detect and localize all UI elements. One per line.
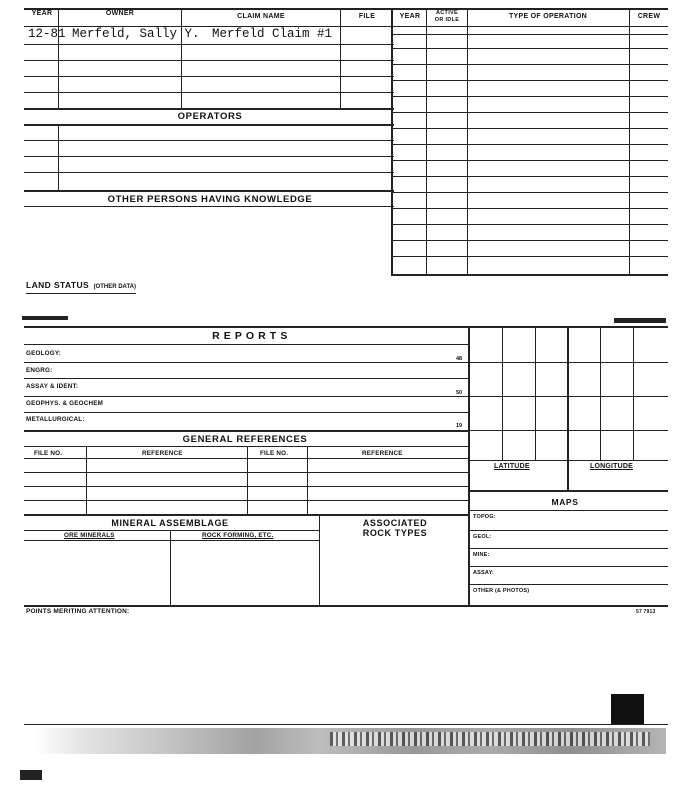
mineral-assemblage-heading: MINERAL ASSEMBLAGE: [111, 518, 229, 528]
gen-ref-file-no-2: FILE NO.: [260, 450, 289, 457]
land-status-sub: (OTHER DATA): [93, 284, 136, 290]
entry-date: 12-81: [28, 27, 66, 41]
maps-other: OTHER (& PHOTOS): [473, 588, 530, 594]
gen-ref-file-no-1: FILE NO.: [34, 450, 63, 457]
report-assay: ASSAY & IDENT:: [26, 383, 79, 390]
header-file: FILE: [358, 13, 376, 20]
points-meriting-attention: POINTS MERITING ATTENTION:: [26, 608, 130, 615]
land-status-label: LAND STATUS: [26, 280, 90, 290]
header-year: YEAR: [31, 10, 53, 17]
header-type-of-operation: TYPE OF OPERATION: [508, 13, 588, 20]
report-number-48: 48: [456, 356, 463, 362]
maps-heading: MAPS: [551, 497, 579, 507]
scan-line: [24, 724, 668, 725]
entry-owner: Merfeld, Sally Y.: [72, 27, 200, 41]
scan-mark-bottom-left: [20, 770, 42, 780]
scan-mark-left: [22, 316, 68, 320]
entry-claim: Merfeld Claim #1: [212, 27, 333, 41]
other-persons-heading: OTHER PERSONS HAVING KNOWLEDGE: [107, 194, 313, 205]
header-claim-name: CLAIM NAME: [237, 13, 285, 20]
maps-topog: TOPOG:: [473, 514, 496, 520]
latitude-label: LATITUDE: [494, 463, 530, 470]
header-idle: OR IDLE: [434, 17, 460, 23]
report-number-50: 50: [456, 390, 463, 396]
header-crew: CREW: [637, 13, 661, 20]
header-owner: OWNER: [105, 10, 135, 17]
scan-smear-dark: [330, 732, 650, 746]
scan-mark-right: [614, 318, 666, 323]
land-status-heading: [26, 275, 136, 294]
maps-mine: MINE:: [473, 552, 490, 558]
ore-minerals-label: ORE MINERALS: [64, 532, 115, 539]
rock-forming-label: ROCK FORMING, ETC.: [202, 532, 274, 539]
form-number: 57 7913: [636, 609, 656, 615]
maps-assay: ASSAY:: [473, 570, 495, 576]
associated-rock-types-line2: ROCK TYPES: [362, 528, 428, 538]
report-number-19: 19: [456, 423, 463, 429]
operators-heading: OPERATORS: [177, 111, 243, 122]
longitude-label: LONGITUDE: [590, 463, 634, 470]
reports-heading: R E P O R T S: [212, 330, 288, 342]
associated-rock-types-line1: ASSOCIATED: [362, 518, 428, 528]
report-metallurgical: METALLURGICAL:: [26, 416, 85, 423]
general-references-heading: GENERAL REFERENCES: [182, 434, 308, 445]
report-geophys: GEOPHYS. & GEOCHEM: [26, 400, 104, 407]
gen-ref-reference-2: REFERENCE: [362, 450, 403, 457]
maps-geol: GEOL:: [473, 534, 492, 540]
header-active: ACTIVE: [436, 10, 458, 16]
report-engrg: ENGRG:: [26, 367, 53, 374]
report-geology: GEOLOGY:: [26, 350, 62, 357]
gen-ref-reference-1: REFERENCE: [142, 450, 183, 457]
scan-block-square: [611, 694, 644, 724]
header-year-2: YEAR: [399, 13, 421, 20]
